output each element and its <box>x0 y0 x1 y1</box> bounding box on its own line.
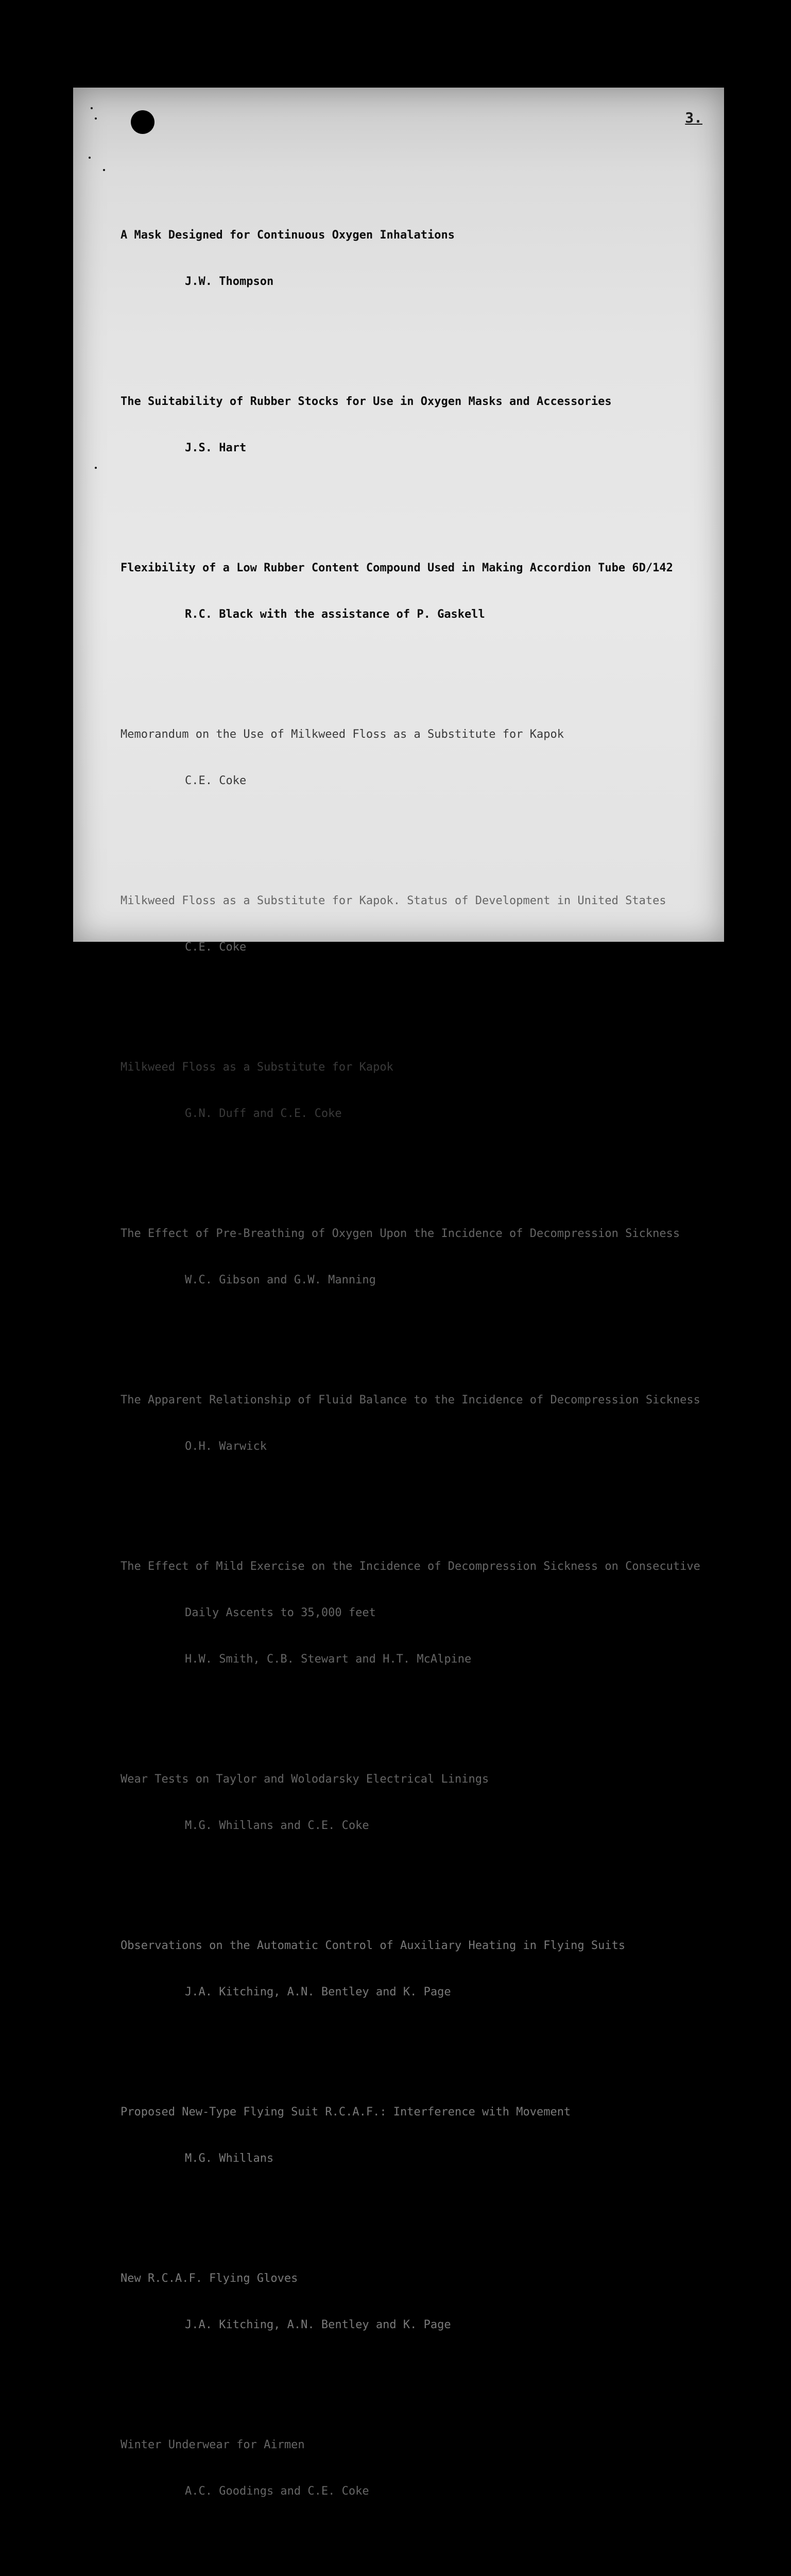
report-author: H.W. Smith, C.B. Stewart and H.T. McAlpine <box>185 1653 472 1666</box>
list-item <box>121 1741 718 1865</box>
speck-mark <box>95 467 97 469</box>
report-title: Memorandum on the Use of Milkweed Floss as a Substitute for Kapok <box>121 728 564 741</box>
list-item <box>121 2240 718 2364</box>
speck-mark <box>89 157 91 159</box>
report-author: R.C. Black with the assistance of P. Gaskell <box>185 608 485 621</box>
list-item <box>121 530 718 653</box>
list-item <box>121 1029 718 1153</box>
list-item <box>121 2074 718 2197</box>
list-item <box>121 696 718 820</box>
report-title: The Apparent Relationship of Fluid Balance to the Incidence of Decompression Sickness <box>121 1394 700 1406</box>
report-author: C.E. Coke <box>185 941 247 954</box>
list-item <box>121 2573 718 2576</box>
report-author: M.G. Whillans and C.E. Coke <box>185 1819 369 1832</box>
list-item <box>121 1907 718 2031</box>
report-title: Milkweed Floss as a Substitute for Kapok. Status of Development in United States <box>121 894 666 907</box>
report-author: W.C. Gibson and G.W. Manning <box>185 1274 376 1286</box>
report-title: Flexibility of a Low Rubber Content Compound Used in Making Accordion Tube 6D/142 <box>121 562 673 574</box>
report-title-continuation: Daily Ascents to 35,000 feet <box>185 1606 376 1619</box>
report-author: C.E. Coke <box>185 774 247 787</box>
report-title: Winter Underwear for Airmen <box>121 2438 305 2451</box>
list-item <box>121 1362 718 1485</box>
list-item <box>121 1195 718 1319</box>
speck-mark <box>95 117 97 120</box>
speck-mark <box>91 107 93 109</box>
report-title: A Mask Designed for Continuous Oxygen Inhalations <box>121 229 455 242</box>
list-item <box>121 1528 718 1698</box>
report-title: Wear Tests on Taylor and Wolodarsky Electrical Linings <box>121 1773 489 1786</box>
report-title: Proposed New-Type Flying Suit R.C.A.F.: Interference with Movement <box>121 2106 571 2119</box>
report-author: G.N. Duff and C.E. Coke <box>185 1107 342 1120</box>
list-item <box>121 363 718 487</box>
report-title: Observations on the Automatic Control of Auxiliary Heating in Flying Suits <box>121 1939 626 1952</box>
punch-hole <box>131 110 154 134</box>
report-author: J.W. Thompson <box>185 275 274 288</box>
list-item <box>121 2406 718 2530</box>
list-item <box>121 197 718 320</box>
list-item <box>121 862 718 986</box>
report-author: A.C. Goodings and C.E. Coke <box>185 2485 369 2498</box>
report-title: Milkweed Floss as a Substitute for Kapok <box>121 1061 393 1074</box>
document-sheet <box>73 88 724 2498</box>
report-title: The Effect of Mild Exercise on the Incidence of Decompression Sickness on Consecutive <box>121 1560 700 1573</box>
report-author: J.A. Kitching, A.N. Bentley and K. Page <box>185 1986 451 1998</box>
report-author: J.A. Kitching, A.N. Bentley and K. Page <box>185 2318 451 2331</box>
page-number: 3. <box>685 109 702 126</box>
report-author: O.H. Warwick <box>185 1440 267 1453</box>
speck-mark <box>103 169 105 171</box>
report-author: J.S. Hart <box>185 442 247 454</box>
report-list <box>121 166 718 2576</box>
report-author: M.G. Whillans <box>185 2152 274 2165</box>
report-title: New R.C.A.F. Flying Gloves <box>121 2272 298 2285</box>
report-title: The Effect of Pre-Breathing of Oxygen Upon the Incidence of Decompression Sickness <box>121 1227 680 1240</box>
report-title: The Suitability of Rubber Stocks for Use in Oxygen Masks and Accessories <box>121 395 612 408</box>
